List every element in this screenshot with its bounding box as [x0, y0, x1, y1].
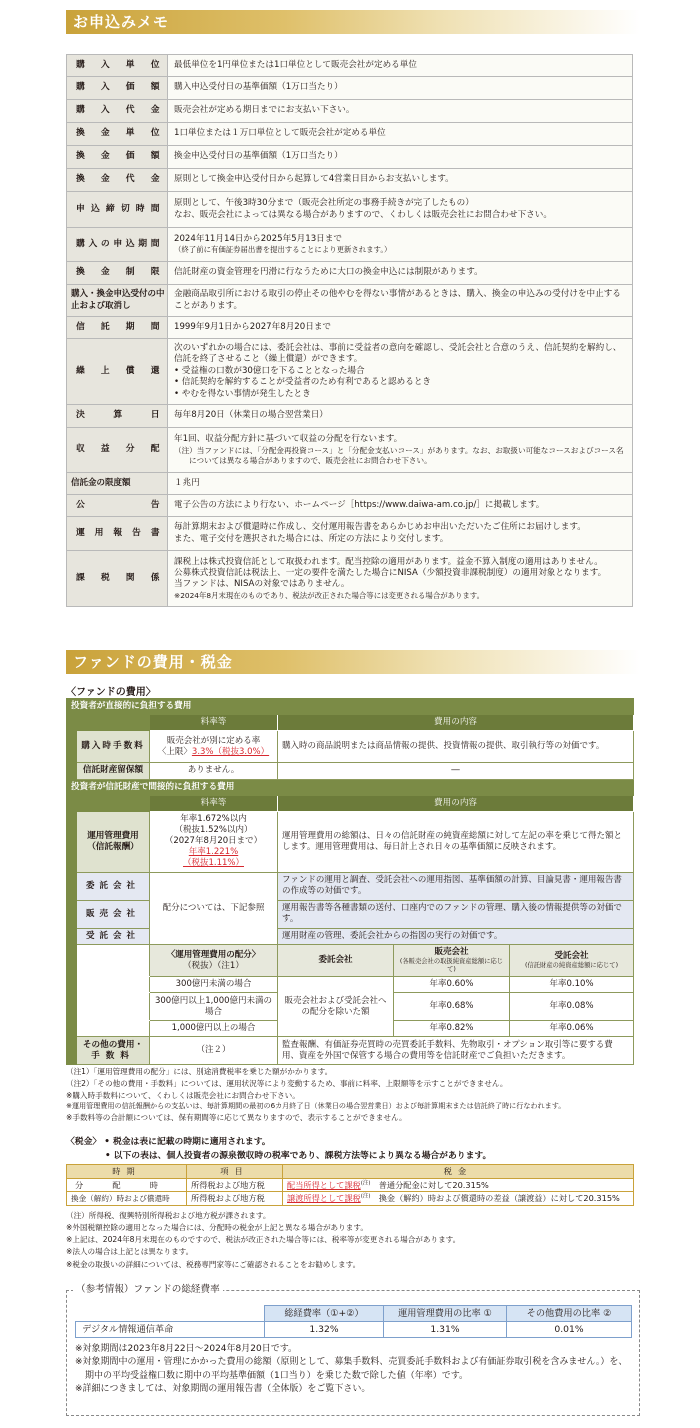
table-row: 申込締切時間 原則として、午後3時30分まで（販売会社所定の事務手続きが完了したもの） なお、販売会社によっては異なる場合がありますので、くわしくは販売会社にお問合わせ下さい。 — [67, 192, 633, 228]
tax-lead: 〈税金〉 • 税金は表に記載の時期に適用されます。 • 以下の表は、個人投資者の源泉徴収時の税率であり、課税方法等により異なる場合があります。 — [66, 1137, 492, 1161]
table-row: 300億円以上1,000億円未満の場合 年率0.68% 年率0.08% — [67, 993, 634, 1021]
tax-notes: （注）所得税、復興特別所得税および地方税が課されます。 ※外国税額控除の適用となった場合には、分配時の税金が上記と異なる場合があります。 ※上記は、2024年8月末現在のものですので、税法が改正された場合等には、税率等が変更される場合があります。 ※法人の場合は上記とは異なります。 ※税金の取扱いの詳細については、税務専門家等にご確認されることをお勧めします。 — [66, 1211, 461, 1269]
application-memo-table — [66, 54, 633, 607]
table-row: 換金制限 信託財産の資金管理を円滑に行なうために大口の換金申込には制限があります。 — [67, 262, 633, 285]
table-row: 換金単位 1口単位または１万口単位として販売会社が定める単位 — [67, 123, 633, 146]
table-row: 信託金の限度額 １兆円 — [67, 473, 633, 495]
table-row: 購入代金 販売会社が定める期日までにお支払い下さい。 — [67, 100, 633, 123]
reference-box — [66, 1284, 640, 1416]
table-row: デジタル情報通信革命 1.32% 1.31% 0.01% — [76, 1322, 632, 1338]
table-row: その他の費用・ 手数料 （注２） 監査報酬、有価証券売買時の売買委託手数料、先物取引・オプション取引等に要する費用、資産を外国で保管する場合の費用等を信託財産でご負担いただきます。 — [67, 1037, 634, 1065]
fees-table — [66, 698, 634, 1065]
table-row: 換金代金 原則として換金申込受付日から起算して4営業日目からお支払いします。 — [67, 169, 633, 192]
alloc-header-row: 〈運用管理費用の配分〉 （税抜）（注1） 委託会社 販売会社 (各販売会社の取扱純資産総額に応じて) 受託会社 (信託財産の純資産総額に応じて) — [67, 944, 634, 976]
fees-subtitle: 〈ファンドの費用〉 — [66, 687, 156, 698]
fees-notes: （注1）「運用管理費用の配分」には、別途消費税率を乗じた額がかかります。 （注2）「その他の費用・手数料」については、運用状況等により変動するため、事前に料率、上限額等を示すことができません。 ※購入時手数料について、くわしくは販売会社にお問合わせ下さい。 ※運用管理費用の信託報酬からの支払いは、毎計算期間の最初の6カ月終了日（休業日の場合翌営業日）および毎計算期末または信託終了時に行なわれます。 ※手数料等の合計額については、保有期間等に応じて異なりますので、表示することができません。 — [66, 1067, 566, 1123]
table-row: 委託会社 配分については、下記参照 ファンドの運用と調査、受託会社への運用指図、基準価額の計算、目論見書・運用報告書の作成等の対価です。 — [67, 872, 634, 900]
table-header-row: 料率等 費用の内容 — [67, 795, 634, 811]
reference-title: （参考情報）ファンドの総経費率 — [73, 1284, 223, 1296]
table-row: 分配時 所得税および地方税 配当所得として課税$^{(注)}$ 普通分配金に対して20.315% — [67, 1178, 634, 1192]
table-row: 購入単位 最低単位を1円単位または1口単位として販売会社が定める単位 — [67, 55, 633, 77]
table-row: 購入の申込期間 2024年11月14日から2025年5月13日まで （終了前に有価証券届出書を提出することにより更新されます。） — [67, 228, 633, 262]
tax-table — [66, 1164, 634, 1206]
table-row: 300億円未満の場合 販売会社および受託会社への配分を除いた額 年率0.60% 年率0.10% — [67, 977, 634, 993]
table-row: 課税関係 課税上は株式投資信託として取扱われます。配当控除の適用があります。益金不算入制度の適用はありません。 公募株式投資信託は税法上、一定の要件を満たした場合にNISA（少額投資非課税制度）の適用対象となります。 当ファンドは、NISAの対象ではありません。 ※2024年8月末現在のものであり、税法が改正された場合等には変更される場合があります。 — [67, 551, 633, 607]
expense-ratio-table — [75, 1305, 632, 1338]
table-row: 信託財産留保額 ありません。 ― — [67, 763, 634, 779]
table-row: 1,000億円以上の場合 年率0.82% 年率0.06% — [67, 1021, 634, 1037]
table-row: 運用管理費用 （信託報酬） 年率1.672%以内 （税抜1.52%以内） （2027年8月20日まで） 年率1.221% （税抜1.11%） 運用管理費用の総額は、日々の信託財産の純資産総額に対して左記の率を乗じて得た額とします。運用管理費用は、毎日計上され日々の基準価額に反映されます。 — [67, 811, 634, 872]
table-row: 信託期間 1999年9月1日から2027年8月20日まで — [67, 317, 633, 339]
table-header-row: 料率等 費用の内容 — [67, 715, 634, 731]
table-row: 運用報告書 毎計算期末および償還時に作成し、交付運用報告書をあらかじめお申出いただいたご住所にお届けします。 また、電子交付を選択された場合には、所定の方法により交付します。 — [67, 517, 633, 551]
table-row: 公告 電子公告の方法により行ない、ホームページ［https://www.daiwa-am.co.jp/］に掲載します。 — [67, 495, 633, 517]
table-header-row: 時期 項目 税金 — [67, 1165, 634, 1179]
table-row: 繰上償還 次のいずれかの場合には、委託会社は、事前に受益者の意向を確認し、受託会社と合意のうえ、信託契約を解約し、信託を終了させること（繰上償還）ができます。 • 受益権の口数が30億口を下ることとなった場合 • 信託契約を解約することが受益者のため有利であると認めるとき • やむを得ない事情が発生したとき — [67, 339, 633, 405]
section-header-fees: ファンドの費用・税金 — [66, 650, 640, 674]
table-row: 購入価額 購入申込受付日の基準価額（1万口当たり） — [67, 77, 633, 100]
table-row: 収益分配 年1回、収益分配方針に基づいて収益の分配を行ないます。 （注）当ファンドには、「分配金再投資コース」と「分配金支払いコース」があります。なお、お取扱い可能なコースおよびコース名については異なる場合がありますので、販売会社にお問合わせ下さい。 — [67, 428, 633, 473]
section-header-memo: お申込みメモ — [66, 10, 640, 34]
table-row: 受託会社 運用財産の管理、委託会社からの指図の実行の対価です。 — [67, 928, 634, 944]
fees-group-indirect: 投資者が信託財産で間接的に負担する費用 — [67, 779, 634, 795]
table-row: 購入・換金申込受付の中止および取消し 金融商品取引所における取引の停止その他やむを得ない事情があるときは、購入、換金の申込みの受付けを中止することがあります。 — [67, 285, 633, 317]
fees-group-direct: 投資者が直接的に負担する費用 — [67, 699, 634, 715]
reference-notes: ※対象期間は2023年8月22日～2024年8月20日です。 ※対象期間中の運用・管理にかかった費用の総額（原則として、募集手数料、売買委託手数料および有価証券取引税を含みません。）を、期中の平均受益権口数に期中の平均基準価額（1口当り）を乗じた数で除した値（年率）です。 ※詳細につきましては、対象期間の運用報告書（全体版）をご覧下さい。 — [75, 1344, 628, 1394]
table-row: 販売会社 運用報告書等各種書類の送付、口座内でのファンドの管理、購入後の情報提供等の対価です。 — [67, 900, 634, 928]
table-row: 決算日 毎年8月20日（休業日の場合翌営業日） — [67, 405, 633, 428]
table-header-row: 総経費率（①+②） 運用管理費用の比率 ① その他費用の比率 ② — [76, 1306, 632, 1322]
table-row: 換金（解約）時および償還時 所得税および地方税 譲渡所得として課税$^{(注)}$ 換金（解約）時および償還時の差益（譲渡益）に対して20.315% — [67, 1192, 634, 1206]
table-row: 換金価額 換金申込受付日の基準価額（1万口当たり） — [67, 146, 633, 169]
table-row: 購入時手数料 販売会社が別に定める率 〈上限〉3.3%（税抜3.0%） 購入時の商品説明または商品情報の提供、投資情報の提供、取引執行等の対価です。 — [67, 731, 634, 763]
